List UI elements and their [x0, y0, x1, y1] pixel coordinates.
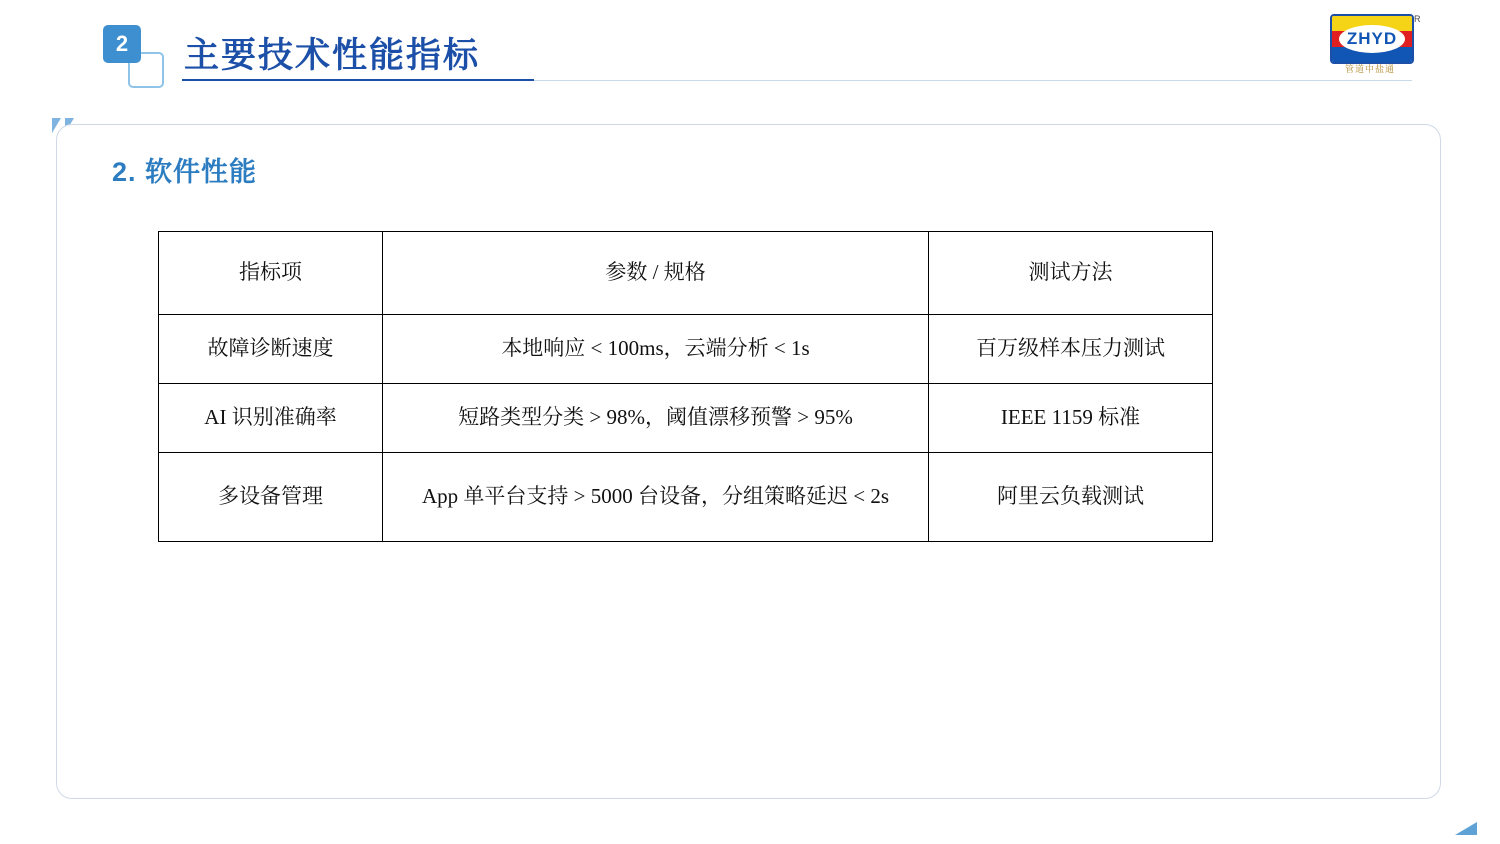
logo-box	[1330, 14, 1414, 64]
table-row	[159, 453, 1213, 542]
column-header-item: 指标项	[159, 232, 383, 315]
cell-method: 百万级样本压力测试	[929, 315, 1213, 384]
cell-item: 多设备管理	[159, 453, 383, 542]
table-row	[159, 384, 1213, 453]
cell-spec: App 单平台支持 > 5000 台设备，分组策略延迟 < 2s	[383, 453, 929, 542]
logo-wordmark: ZHYD	[1339, 25, 1405, 53]
table-row	[159, 315, 1213, 384]
column-header-spec: 参数 / 规格	[383, 232, 929, 315]
trademark-icon: R	[1414, 14, 1421, 24]
title-underline	[182, 79, 534, 81]
corner-triangle-icon	[1455, 822, 1477, 835]
cell-item: 故障诊断速度	[159, 315, 383, 384]
cell-spec: 短路类型分类 > 98%，阈值漂移预警 > 95%	[383, 384, 929, 453]
company-logo	[1330, 14, 1422, 76]
table-header-row	[159, 232, 1213, 315]
slide-header	[0, 0, 1500, 100]
section-number-badge: 2	[103, 25, 141, 63]
cell-item: AI 识别准确率	[159, 384, 383, 453]
specification-table	[158, 231, 1213, 542]
cell-spec: 本地响应 < 100ms，云端分析 < 1s	[383, 315, 929, 384]
cell-method: 阿里云负载测试	[929, 453, 1213, 542]
cell-method: IEEE 1159 标准	[929, 384, 1213, 453]
page-title: 主要技术性能指标	[184, 36, 481, 75]
section-subtitle: 2. 软件性能	[112, 157, 258, 187]
column-header-method: 测试方法	[929, 232, 1213, 315]
logo-caption: 管道中盐通	[1344, 64, 1395, 74]
header-divider	[534, 80, 1412, 81]
